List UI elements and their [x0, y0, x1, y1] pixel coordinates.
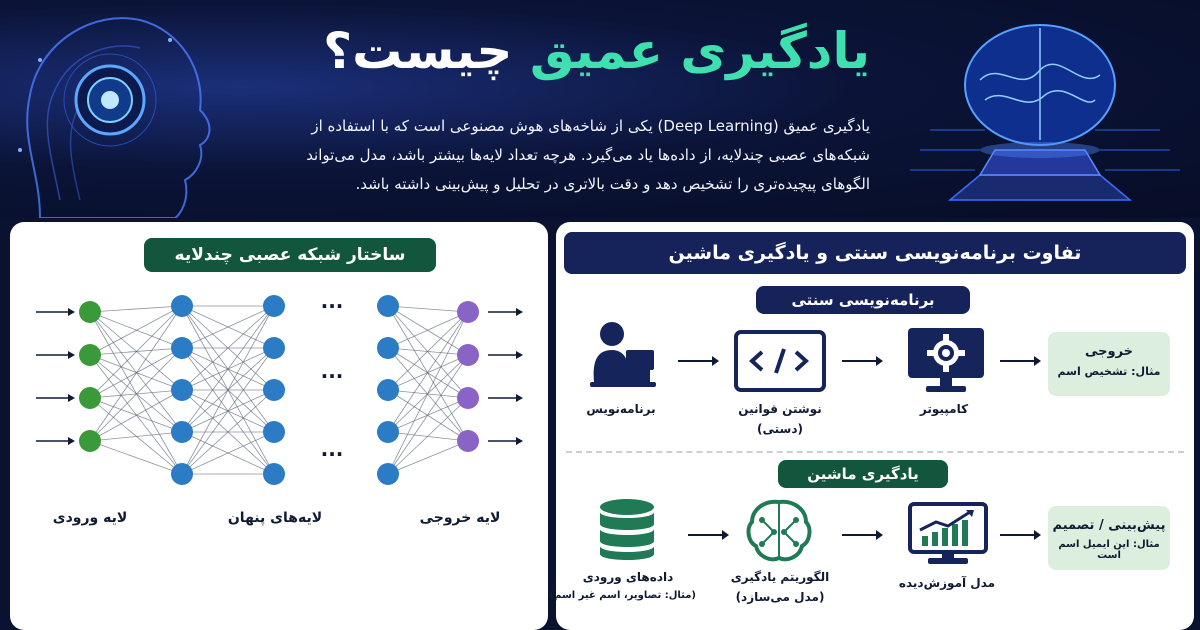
connection-line: [388, 312, 468, 474]
traditional-output-example: مثال: تشخیص اسم: [1057, 365, 1161, 378]
monitor-chart-icon: [908, 502, 988, 566]
hidden-node: [263, 463, 285, 485]
hidden-layers-label: لایه‌های پنهان: [227, 510, 323, 526]
programmer-icon: [580, 320, 662, 392]
arrow-right-icon: [840, 528, 884, 542]
hidden-node: [263, 295, 285, 317]
output-arrow-head: [516, 394, 523, 402]
computer-label: کامپیوتر: [919, 402, 969, 416]
connection-line: [388, 306, 468, 398]
brain-network-icon: [744, 498, 814, 564]
input-arrow-head: [68, 394, 75, 402]
section-divider: [566, 451, 1184, 453]
input-data-label-line1: داده‌های ورودی: [582, 570, 674, 584]
hidden-node: [171, 421, 193, 443]
ml-title: یادگیری ماشین: [778, 460, 948, 488]
hidden-node: [171, 379, 193, 401]
nn-title: ساختار شبکه عصبی چندلایه: [144, 238, 436, 272]
connection-line: [90, 398, 182, 474]
ml-output-box: [1048, 506, 1170, 570]
title-accent: یادگیری عمیق: [529, 22, 870, 80]
connection-line: [90, 312, 182, 390]
output-node: [457, 387, 479, 409]
traditional-output-box: [1048, 332, 1170, 396]
hidden-ellipsis: ...: [320, 437, 344, 461]
input-data-label-line2: (مثال: تصاویر، اسم غیر اسم): [549, 590, 696, 601]
traditional-output-title: خروجی: [1084, 344, 1134, 359]
connection-line: [90, 306, 182, 398]
arrow-right-icon: [686, 528, 730, 542]
input-node: [79, 430, 101, 452]
algorithm-label-line1: الگوریتم یادگیری: [730, 570, 830, 584]
input-node: [79, 301, 101, 323]
connection-line: [388, 441, 468, 474]
brain-chip-illustration: [880, 0, 1200, 218]
ml-output-example: مثال: این ایمیل اسم است: [1058, 539, 1160, 561]
connection-line: [388, 312, 468, 390]
hidden-node: [263, 337, 285, 359]
output-arrow-head: [516, 351, 523, 359]
traditional-title: برنامه‌نویسی سنتی: [756, 286, 970, 314]
database-icon: [598, 498, 656, 562]
ai-head-illustration: [0, 0, 240, 218]
connection-line: [90, 306, 182, 312]
connection-line: [90, 441, 182, 474]
hidden-node: [171, 295, 193, 317]
arrow-right-icon: [676, 354, 720, 368]
input-layer-label: لایه ورودی: [52, 510, 128, 526]
rules-label-line2: (دستی): [757, 422, 803, 436]
input-arrow-head: [68, 308, 75, 316]
intro-paragraph: یادگیری عمیق (Deep Learning) یکی از شاخه‌های هوش مصنوعی است که با استفاده از شبکه‌های عصبی چندلایه، از داده‌ها یاد می‌گیرد. هرچه تعداد لایه‌ها بیشتر باشد، مدل می‌تواند الگوهای پیچیده‌تری را تشخیص دهد و دقت بالاتری در تحلیل و پیش‌بینی داشته باشد.: [306, 117, 870, 193]
hero-banner: [0, 0, 1200, 218]
rules-label-line1: نوشتن قوانین: [738, 402, 822, 416]
ml-output-title: پیش‌بینی / تصمیم: [1052, 518, 1166, 533]
output-node: [457, 344, 479, 366]
connection-line: [388, 306, 468, 312]
output-node: [457, 430, 479, 452]
hidden-node: [377, 379, 399, 401]
page-title: [310, 22, 870, 80]
output-arrow-head: [516, 308, 523, 316]
input-arrow-head: [68, 437, 75, 445]
neural-network-panel: [10, 222, 548, 630]
hidden-node: [263, 379, 285, 401]
hidden-node: [377, 295, 399, 317]
arrow-right-icon: [840, 354, 884, 368]
output-arrow-head: [516, 437, 523, 445]
output-layer-label: لایه خروجی: [419, 510, 501, 526]
hidden-node: [263, 421, 285, 443]
hidden-node: [377, 337, 399, 359]
hidden-node: [171, 337, 193, 359]
hidden-node: [377, 421, 399, 443]
connection-line: [388, 398, 468, 474]
hidden-ellipsis: ...: [320, 359, 344, 383]
code-window-icon: [734, 330, 826, 392]
title-rest: چیست؟: [323, 22, 530, 80]
algorithm-label-line2: (مدل می‌سازد): [735, 590, 825, 604]
hidden-node: [171, 463, 193, 485]
arrow-right-icon: [998, 354, 1042, 368]
hidden-node: [377, 463, 399, 485]
neural-network-diagram: [10, 222, 548, 522]
arrow-right-icon: [998, 528, 1042, 542]
input-arrow-head: [68, 351, 75, 359]
input-node: [79, 344, 101, 366]
programmer-label: برنامه‌نویس: [586, 402, 656, 416]
output-node: [457, 301, 479, 323]
comparison-title: تفاوت برنامه‌نویسی سنتی و یادگیری ماشین: [564, 232, 1186, 274]
hidden-ellipsis: ...: [320, 289, 344, 313]
input-node: [79, 387, 101, 409]
trained-model-label: مدل آموزش‌دیده: [898, 576, 996, 590]
comparison-panel: [549, 222, 1194, 630]
computer-gear-icon: [906, 326, 986, 394]
